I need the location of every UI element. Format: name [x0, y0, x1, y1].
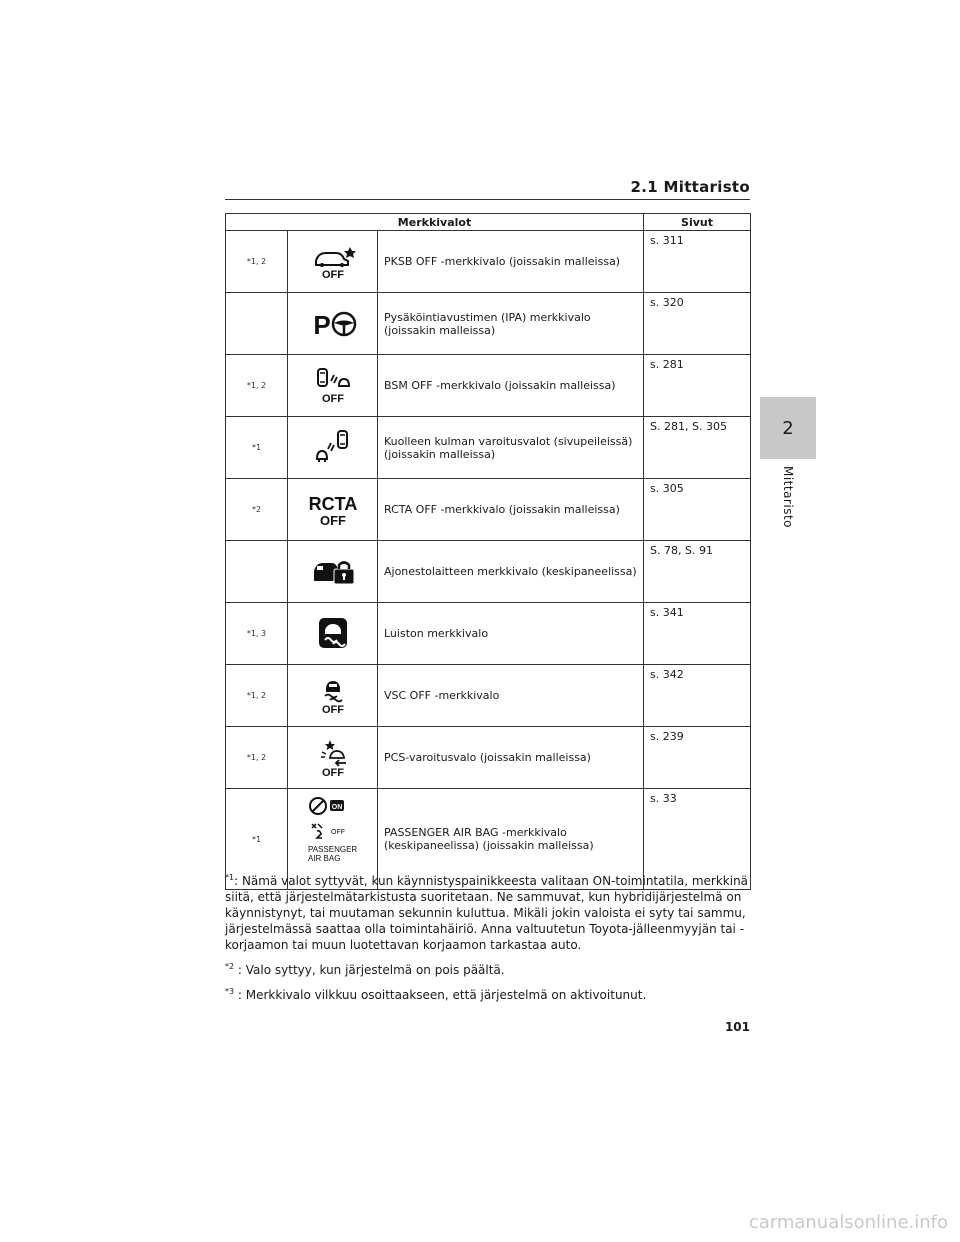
row-note: *1	[226, 417, 288, 479]
watermark: carmanualsonline.info	[748, 1212, 948, 1233]
row-description: Pysäköintiavustimen (IPA) merkkivalo (joissakin malleissa)	[378, 293, 644, 355]
table-row	[226, 293, 751, 355]
table-row	[226, 727, 751, 789]
svg-text:RCTA: RCTA	[308, 493, 357, 514]
row-note: *1, 2	[226, 355, 288, 417]
row-description: BSM OFF -merkkivalo (joissakin malleissa)	[378, 355, 644, 417]
row-note: *1, 2	[226, 727, 288, 789]
row-description: PKSB OFF -merkkivalo (joissakin malleissa)	[378, 231, 644, 293]
footnote-2: $^{*2}$ : Valo syttyy, kun järjestelmä on pois päältä.	[225, 962, 505, 977]
row-page: s. 281	[644, 355, 751, 417]
row-description: PASSENGER AIR BAG -merkkivalo (keskipaneelissa) (joissakin malleissa)	[378, 789, 644, 890]
col-header-lights: Merkkivalot	[226, 214, 644, 231]
svg-text:AIR BAG: AIR BAG	[307, 854, 340, 863]
row-page: s. 341	[644, 603, 751, 665]
chapter-tab: 2	[760, 397, 816, 459]
pksb-off-icon	[288, 231, 378, 293]
row-page: s. 239	[644, 727, 751, 789]
col-header-pages: Sivut	[644, 214, 751, 231]
row-page: S. 78, S. 91	[644, 541, 751, 603]
row-description: RCTA OFF -merkkivalo (joissakin malleissa)	[378, 479, 644, 541]
table-row	[226, 479, 751, 541]
pcs-off-icon	[288, 727, 378, 789]
row-note	[226, 541, 288, 603]
chapter-label: Mittaristo	[781, 465, 795, 529]
footnotes	[225, 870, 755, 1009]
svg-text:P: P	[312, 309, 331, 340]
row-description: Kuolleen kulman varoitusvalot (sivupeileissä) (joissakin malleissa)	[378, 417, 644, 479]
rcta-off-icon	[288, 479, 378, 541]
row-page: s. 311	[644, 231, 751, 293]
footnote-3: $^{*3}$ : Merkkivalo vilkkuu osoittaakseen, että järjestelmä on aktivoitunut.	[225, 987, 647, 1002]
header-rule	[225, 199, 750, 200]
row-note: *1, 2	[226, 231, 288, 293]
row-page: s. 33	[644, 789, 751, 890]
table-row	[226, 417, 751, 479]
row-description: VSC OFF -merkkivalo	[378, 665, 644, 727]
row-note	[226, 293, 288, 355]
row-page: s. 342	[644, 665, 751, 727]
row-page: s. 320	[644, 293, 751, 355]
indicator-table	[225, 213, 751, 890]
table-row	[226, 541, 751, 603]
row-description: Ajonestolaitteen merkkivalo (keskipaneelissa)	[378, 541, 644, 603]
svg-text:OFF: OFF	[321, 766, 344, 778]
table-row	[226, 665, 751, 727]
svg-text:OFF: OFF	[330, 829, 345, 836]
table-row	[226, 231, 751, 293]
table-row	[226, 603, 751, 665]
row-description: PCS-varoitusvalo (joissakin malleissa)	[378, 727, 644, 789]
row-page: s. 305	[644, 479, 751, 541]
svg-text:OFF: OFF	[321, 703, 344, 716]
svg-text:OFF: OFF	[319, 512, 346, 528]
immobilizer-icon	[288, 541, 378, 603]
vsc-off-icon	[288, 665, 378, 727]
svg-text:OFF: OFF	[321, 392, 344, 405]
svg-text:ON: ON	[331, 804, 342, 811]
section-title: 2.1 Mittaristo	[630, 178, 750, 196]
svg-text:PASSENGER: PASSENGER	[307, 845, 357, 854]
row-note: *1, 2	[226, 665, 288, 727]
row-note: *2	[226, 479, 288, 541]
row-note: *1, 3	[226, 603, 288, 665]
page-number: 101	[724, 1020, 750, 1034]
row-description: Luiston merkkivalo	[378, 603, 644, 665]
row-page: S. 281, S. 305	[644, 417, 751, 479]
ipa-icon	[288, 293, 378, 355]
table-row	[226, 355, 751, 417]
bsm-off-icon	[288, 355, 378, 417]
svg-text:OFF: OFF	[321, 268, 344, 281]
footnote-1: $^{*1}$: Nämä valot syttyvät, kun käynnistyspainikkeesta valitaan ON-toimintatila, merkkinä siitä, että järjestelmätarkistusta suoritetaan. Ne sammuvat, kun hybridijärjestelmä on käynnistynyt, tai muutaman sekunnin kuluttua. Mikäli jokin valoista ei syty tai sammu, järjestelmässä saattaa olla toimintahäiriö. Anna valtuutetun Toyota-jälleenmyyjän tai -korjaamon tai muun luotettavan korjaamon tarkastaa auto.	[225, 873, 749, 952]
slip-indicator-icon	[288, 603, 378, 665]
blind-spot-icon	[288, 417, 378, 479]
row-note: *1	[226, 789, 288, 890]
